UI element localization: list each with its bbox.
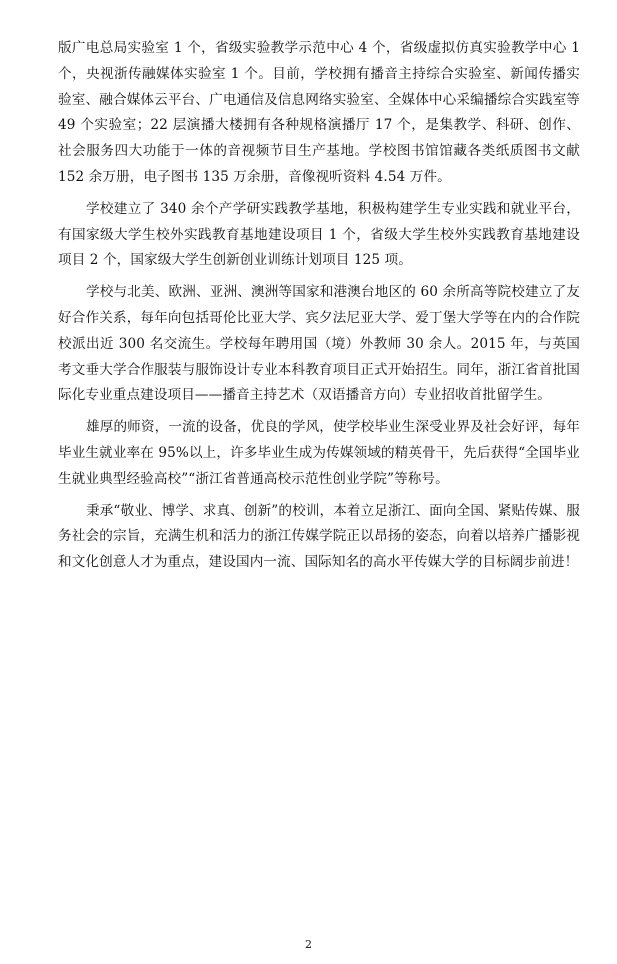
- paragraph-international-cooperation: 学校与北美、欧洲、亚洲、澳洲等国家和港澳台地区的 60 余所高等院校建立了友好合作关系，每年向包括哥伦比亚大学、宾夕法尼亚大学、爱丁堡大学等在内的合作院校派出近 300 名交流生。学校每年聘用国（境）外教师 30 余人。2015 年，与英国考文垂大学合作服装与服饰设计专业本科教育项目正式开始招生。同年，浙江省首批国际化专业重点建设项目——播音主持艺术（双语播音方向）专业招收首批留学生。: [58, 284, 580, 404]
- page-number: 2: [305, 938, 312, 951]
- paragraph-school-motto: 秉承“敬业、博学、求真、创新”的校训，本着立足浙江、面向全国、紧贴传媒、服务社会的宗旨，充满生机和活力的浙江传媒学院正以昂扬的姿态，向着以培养广播影视和文化创意人才为重点，建设国内一流、国际知名的高水平传媒大学的目标阔步前进！: [58, 502, 580, 571]
- paragraph-practice-bases: 学校建立了 340 余个产学研实践教学基地，积极构建学生专业实践和就业平台，有国家级大学生校外实践教育基地建设项目 1 个，省级大学生校外实践教育基地建设项目 2 个，国家级大学生创新创业训练计划项目 125 项。: [58, 200, 580, 269]
- paragraph-labs-and-library: 版广电总局实验室 1 个，省级实验教学示范中心 4 个，省级虚拟仿真实验教学中心 1 个，央视浙传融媒体实验室 1 个。目前，学校拥有播音主持综合实验室、新闻传播实验室、融合媒体云平台、广电通信及信息网络实验室、全媒体中心采编播综合实践室等 49 个实验室；22 层演播大楼拥有各种规格演播厅 17 个，是集教学、科研、创作、社会服务四大功能于一体的音视频节目生产基地。学校图书馆馆藏各类纸质图书文献 152 余万册，电子图书 135 万余册，音像视听资料 4.54 万件。: [58, 40, 580, 185]
- page-body: [58, 36, 580, 582]
- paragraph-graduate-employment: 雄厚的师资，一流的设备，优良的学风，使学校毕业生深受业界及社会好评，每年毕业生就业率在 95%以上，许多毕业生成为传媒领域的精英骨干，先后获得“全国毕业生就业典型经验高校”“浙江省普通高校示范性创业学院”等称号。: [58, 419, 580, 487]
